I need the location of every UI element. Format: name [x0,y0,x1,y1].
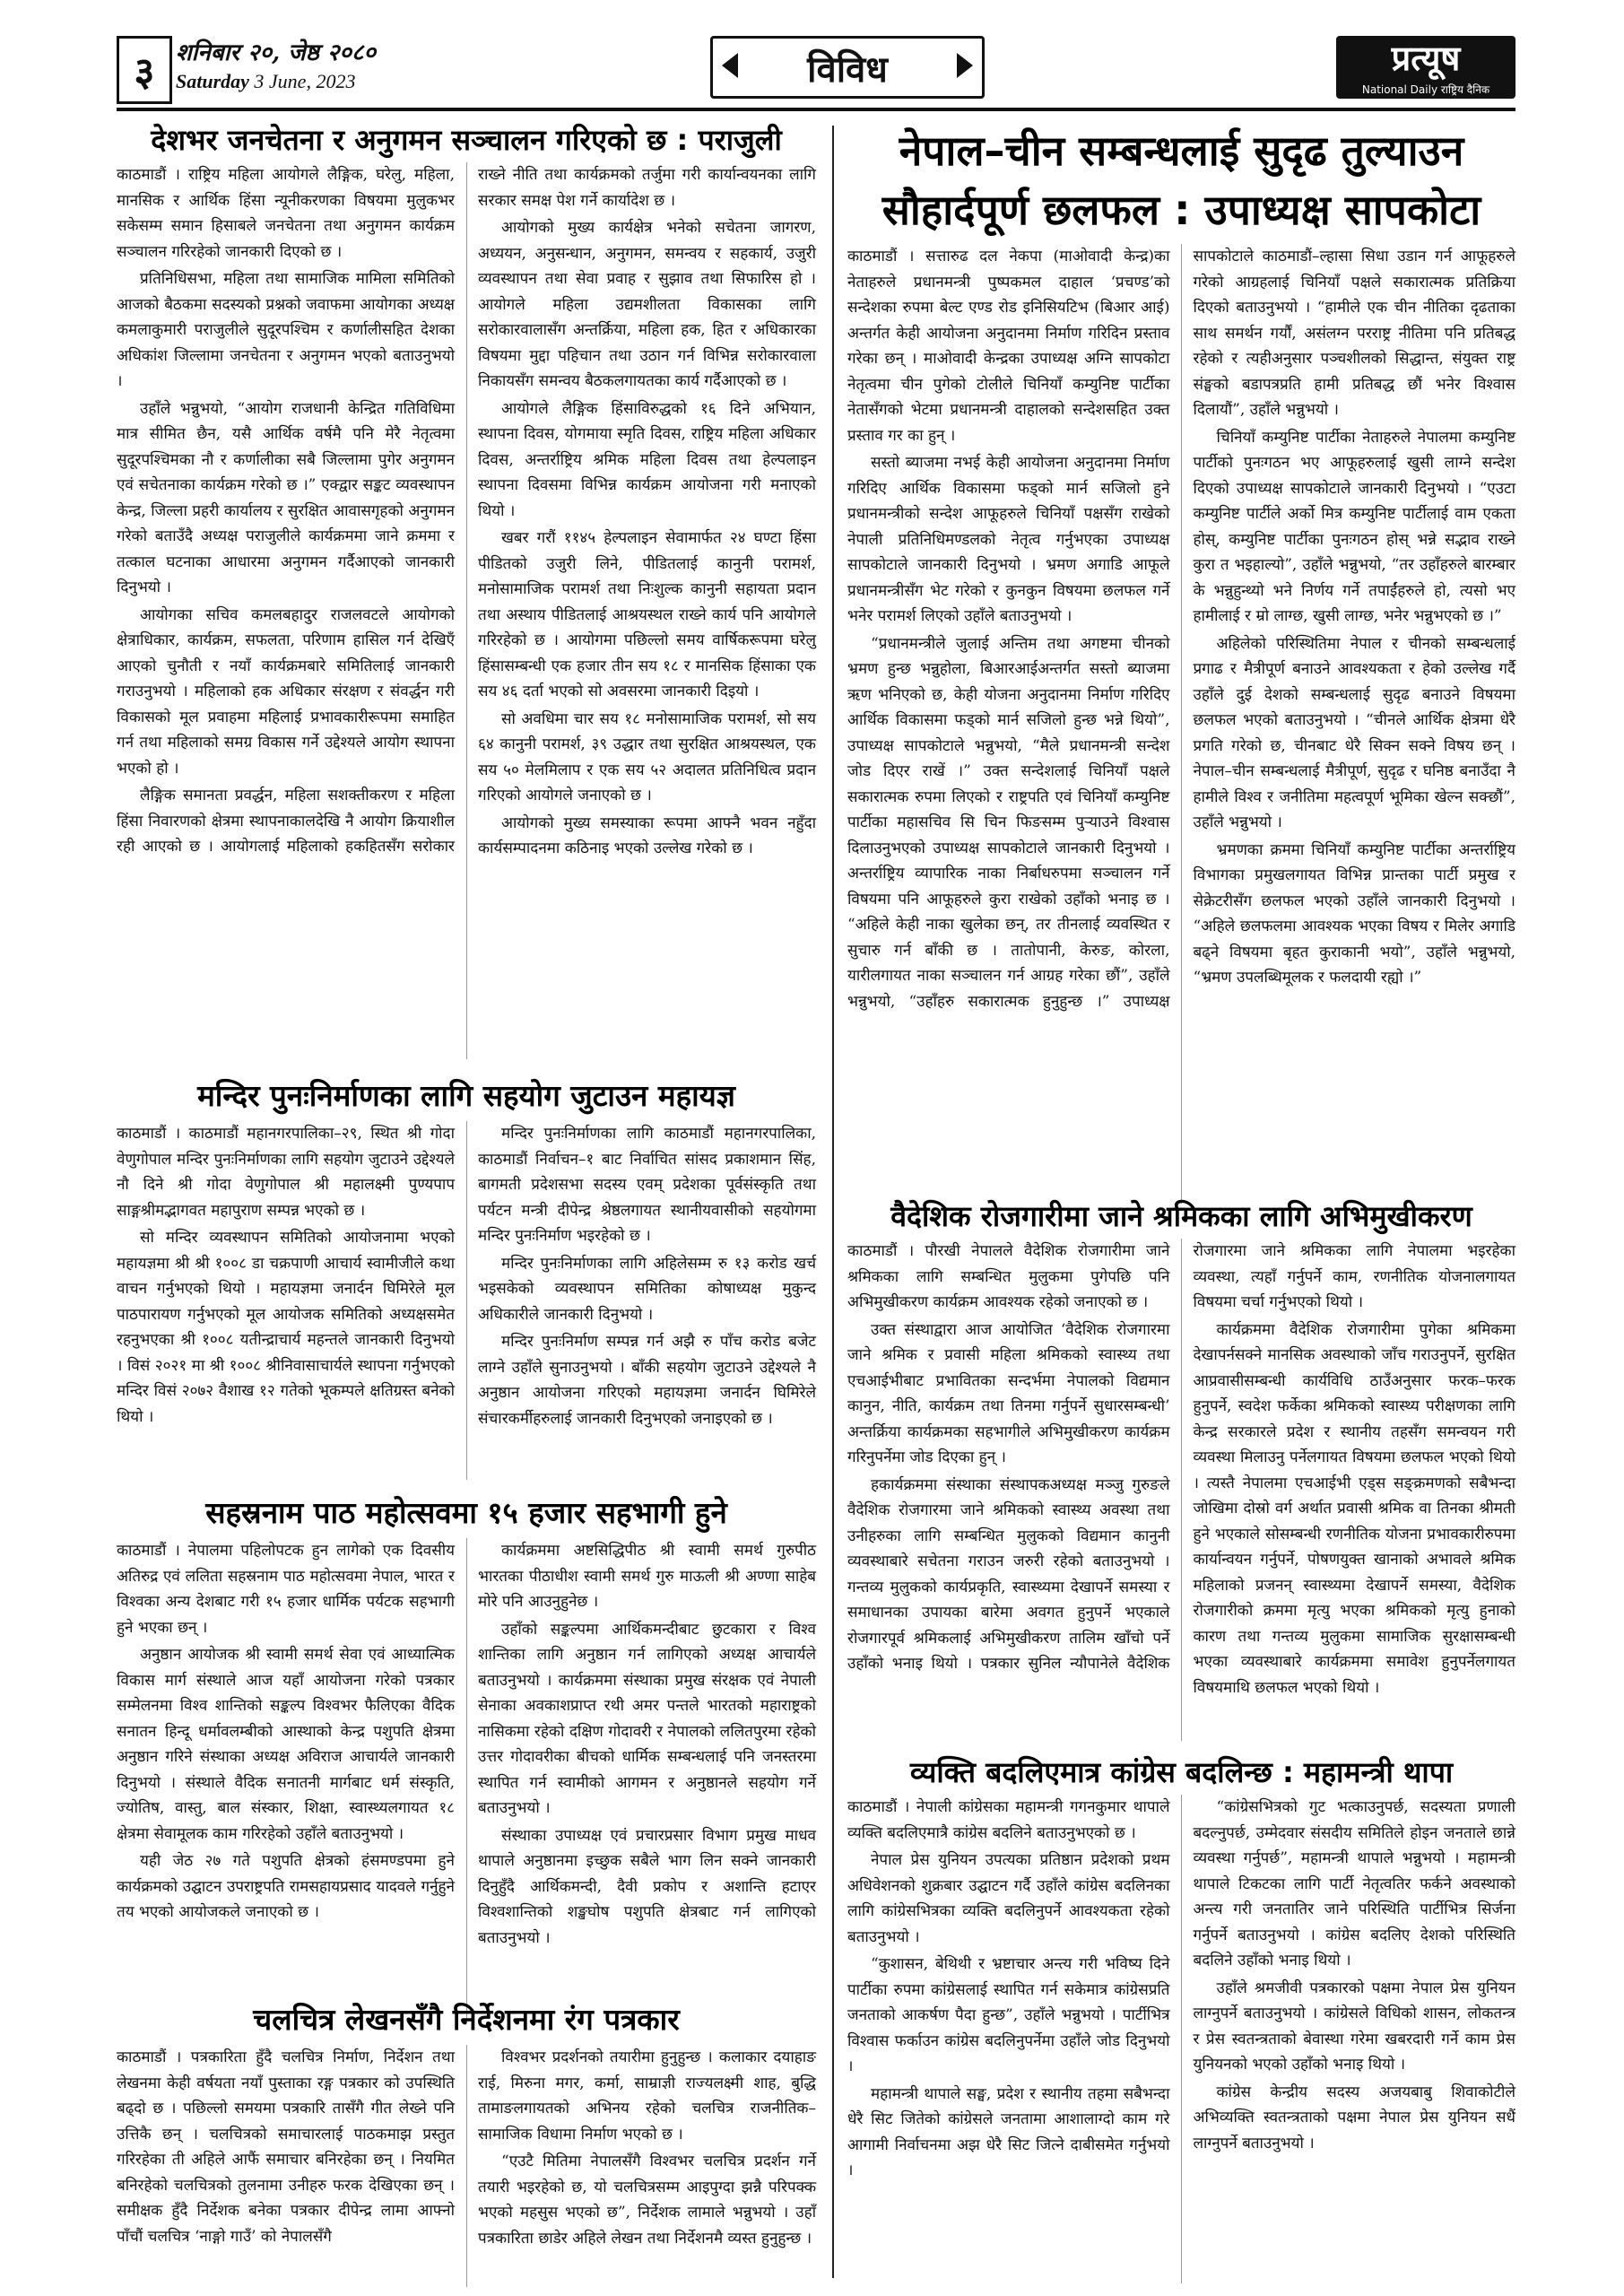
paragraph: आयोगको मुख्य समस्याका रूपमा आफ्नै भवन नहुँदा कार्यसम्पादनमा कठिनाइ भएको उल्लेख गरेको छ । [478,813,816,857]
paragraph: भ्रमणका क्रममा चिनियाँ कम्युनिष्ट पार्टीका अन्तर्राष्ट्रिय विभागका प्रमुखलगायत विभिन्न प्रान्तका पार्टी प्रमुख र सेक्रेटरीसँग छलफल भएको उहाँले जानकारी दिनुभयो । “अहिले छलफलमा आवश्यक भएका विषय र मिलेर अगाडि बढ्ने विषयमा बृहत कुराकानी भयो”, उहाँले भन्नुभयो, “भ्रमण उपलब्धिमूलक र फलदायी रह्यो ।” [1193,840,1515,987]
date-english-day: Saturday [176,70,249,92]
article-body-chalachitra [117,2045,816,2287]
headline-nepal-china-line2: सौहार्दपूर्ण छलफल : उपाध्यक्ष सापकोटा [881,186,1481,234]
paragraph: उहाँको सङ्कल्पमा आर्थिकमन्दीबाट छुटकारा र विश्व शान्तिका लागि अनुष्ठान गर्न लागिएको अध्यक्ष आचार्यले बताउनुभयो । कार्यक्रममा संस्थाका प्रमुख संरक्षक एवं नेपाली सेनाका अवकाशप्राप्त रथी अमर पन्तले भारतको महाराष्ट्रको नासिकमा रहेको दक्षिण गोदावरी र नेपालको ललितपुरमा रहेको उत्तर गोदावरीका बीचको धार्मिक सम्बन्धलाई पनि जनस्तरमा स्थापित गर्न स्वामीको आगमन र अनुष्ठानले सहयोग गर्ने बताउनुभयो । [478,1620,816,1817]
article-nepal-china [847,124,1515,1204]
article-parajuli [117,121,816,1059]
headline-parajuli: देशभर जनचेतना र अनुगमन सञ्चालन गरिएको छ : पराजुली [151,123,782,157]
paragraph: काठमाडौं । सत्तारुढ दल नेकपा (माओवादी केन्द्र)का नेताहरुले प्रधानमन्त्री पुष्पकमल दाहाल ‘प्रचण्ड’को सन्देशका रुपमा बेल्ट एण्ड रोड इनिसियटिभ (बिआर आई) अन्तर्गत केही आयोजना अनुदानमा निर्माण गरिदिन प्रस्ताव गरेका छन् । माओवादी केन्द्रका उपाध्यक्ष अग्नि सापकोटा नेतृत्वमा चीन पुगेको टोलीले चिनियाँ कम्युनिष्ट पार्टीका नेतासँगको भेटमा प्रधानमन्त्री दाहालको सन्देशसहित उक्त प्रस्ताव गर का हुन् । [847,248,1170,445]
paragraph: “एउटै मितिमा नेपालसँगै विश्वभर चलचित्र प्रदर्शन गर्ने तयारी भइरहेको छ, यो चलचित्रसम्म आइपुग्दा झन्नै परिपक्क भएको महसुस भएको छ”, निर्देशक लामाले भन्नुभयो । उहाँ पत्रकारिता छाडेर अहिले लेखन तथा निर्देशनमै व्यस्त हुनुहुन्छ । [478,2152,816,2248]
headline-sahasranam: सहस्रनाम पाठ महोत्सवमा १५ हजार सहभागी हुने [205,1495,727,1530]
paragraph: मन्दिर पुनःनिर्माणका लागि अहिलेसम्म रु १३ करोड खर्च भइसकेको व्यवस्थापन समितिका कोषाध्यक्ष मुकुन्द अधिकारीले जानकारी दिनुभयो । [478,1254,816,1324]
article-body-parajuli [117,162,816,1059]
paragraph: “कुशासन, बेथिथी र भ्रष्टाचार अन्त्य गरी भविष्य दिने पार्टीका रुपमा कांग्रेसलाई स्थापित गर्न सकेमात्र कांग्रेसप्रति जनताको आकर्षण पैदा हुन्छ”, उहाँले भन्नुभयो । पार्टीभित्र विश्वास फर्काउन कांग्रेस बदलिनुपर्नेमा उहाँले जोड दिनुभयो । [847,1955,1170,2075]
paragraph: हकार्यक्रममा संस्थाका संस्थापकअध्यक्ष मञ्जु गुरुङले वैदेशिक रोजगारमा जाने श्रमिकको स्वास्थ्य अवस्था तथा उनीहरुका लागि सम्बन्धित मुलुकको विद्यमान कानुनी व्यवस्थाबारे सचेतना गराउन जरुरी रहेको बताउनुभयो । गन्तव्य मुलुकको कार्यप्रकृति, स्वास्थ्यमा देखापर्ने समस्या र समाधानका उपायका बारेमा अवगत हुनुपर्ने भएकाले रोजगारपूर्व श्रमिकलाई अभिमुखीकरण तालिम खाँचो पर्ने उहाँको भनाइ थियो । पत्रकार सुनिल न्यौपानेले वैदेशिक रोजगारमा जाने श्रमिकका लागि नेपालमा भइरहेका व्यवस्था, त्यहाँ गर्नुपर्ने काम, रणनीतिक योजनालगायत विषयमा चर्चा गर्नुभएको थियो । [847,1242,1515,1673]
logo-tagline: National Daily राष्ट्रिय दैनिक [1361,83,1490,96]
article-body-nepal-china [847,244,1515,1204]
article-body-baideshik [847,1239,1515,1741]
headline-congress: व्यक्ति बदलिएमात्र कांग्रेस बदलिन्छ : महामन्त्री थापा [909,1755,1454,1789]
paragraph: काठमाडौं । काठमाडौं महानगरपालिका–२९, स्थित श्री गोदा वेणुगोपाल मन्दिर पुनःनिर्माणका लागि सहयोग जुटाउने उद्देश्यले नौ दिने श्री गोदा वेणुगोपाल श्री महालक्ष्मी पुण्यपाप साङ्गश्रीमद्भागवत महापुराण सम्पन्न भएको छ । [117,1125,455,1220]
left-arrow-icon [722,53,738,78]
article-congress [847,1753,1515,2283]
paragraph: खबर गरौं ११४५ हेल्पलाइन सेवामार्फत २४ घण्टा हिंसा पीडितको उजुरी लिने, पीडितलाई कानुनी परामर्श, मनोसामाजिक परामर्श तथा निःशुल्क कानुनी सहायता प्रदान तथा अस्थाय पीडितलाई आश्रयस्थल राख्ने कार्य पनि आयोगले गरिरहेको छ । आयोगमा पछिल्लो समय वार्षिकरूपमा घरेलु हिंसासम्बन्धी एक हजार तीन सय १८ र मानसिक हिंसाका एक सय ४६ दर्ता भएको सो अवसरमा जानकारी दिइयो । [478,529,816,700]
paragraph: काठमाडौं । पौरखी नेपालले वैदेशिक रोजगारीमा जाने श्रमिकका लागि सम्बन्धित मुलुकमा पुगेपछि पनि अभिमुखीकरण कार्यक्रम आवश्यक रहेको जनाएको छ । [847,1242,1170,1311]
page-number: ३ [117,36,172,104]
paragraph: आयोगका सचिव कमलबहादुर राजलवटले आयोगको क्षेत्राधिकार, कार्यक्रम, सफलता, परिणाम हासिल गर्न देखिएँ आएको चुनौती र नयाँ कार्यक्रमबारे समितिलाई जानकारी गराउनुभयो । महिलाको हक अधिकार संरक्षण र संवर्द्धन गरी विकासको मूल प्रवाहमा महिलाई प्रभावकारीरूपमा समाहित गर्न तथा महिलाको समग्र विकास गर्ने उद्देश्यले आयोग स्थापना भएको हो । [117,605,455,778]
paragraph: कांग्रेस केन्द्रीय सदस्य अजयबाबु शिवाकोटीले अभिव्यक्ति स्वतन्त्रताको पक्षमा नेपाल प्रेस युनियन सधैं लाग्नुपर्ने बताउनुभयो । [1193,2083,1515,2152]
article-mandir [117,1076,816,1480]
paragraph: सो अवधिमा चार सय १८ मनोसामाजिक परामर्श, सो सय ६४ कानुनी परामर्श, ३९ उद्धार तथा सुरक्षित आश्रयस्थल, एक सय ५० मेलमिलाप र एक सय ५२ अदालत प्रतिनिधित्व प्रदान गरिएको आयोगले जनाएको छ । [478,709,816,804]
paragraph: “कांग्रेसभित्रको गुट भत्काउनुपर्छ, सदस्यता प्रणाली बदल्नुपर्छ, उम्मेदवार संसदीय समितिले होइन जनताले छान्ने व्यवस्था गर्नुपर्छ”, महामन्त्री थापाले भन्नुभयो । महामन्त्री थापाले टिकटका लागि पार्टी नेतृत्वतिर फर्कने अवस्थाको अन्त्य गरी जनतातिर जाने परिस्थिति पार्टीभित्र सिर्जना गर्नुपर्ने बताउनुभयो । कांग्रेस बदलिए देशको परिस्थिति बदलिने उहाँको भनाइ थियो । [1193,1798,1515,1970]
paragraph: विश्वभर प्रदर्शनको तयारीमा हुनुहुन्छ । कलाकार दयाहाङ राई, मिरुना मगर, कर्मा, साम्राज्ञी राज्यलक्ष्मी शाह, बुद्धि तामाङलगायतको अभिनय रहेको चलचित्र राजनीतिक–सामाजिक विधामा निर्माण भएको छ । [478,2048,816,2144]
paragraph: मन्दिर पुनःनिर्माण सम्पन्न गर्न अझै रु पाँच करोड बजेट लाग्ने उहाँले सुनाउनुभयो । बाँकी सहयोग जुटाउने उद्देश्यले नै अनुष्ठान आयोजना गरिएको महायज्ञमा जनार्दन घिमिरेले संचारकर्मीहरुलाई जानकारी दिनुभएको जनाइएको छ । [478,1333,816,1428]
paragraph: चिनियाँ कम्युनिष्ट पार्टीका नेताहरुले नेपालमा कम्युनिष्ट पार्टीको पुनःगठन भए आफूहरुलाई खुसी लाग्ने सन्देश दिएको उपाध्यक्ष सापकोटाले जानकारी दिनुभयो । “एउटा कम्युनिष्ट पार्टीले अर्को मित्र कम्युनिष्ट पार्टीलाई वाम एकता होस्, कम्युनिष्ट पार्टीका पुनःगठन होस् भन्ने सद्भाव राख्ने कुरा त भइहाल्यो”, उहाँले भन्नुभयो, “तर उहाँहरुले बारम्बार के भन्नुहुन्थ्यो भने निर्णय गर्ने तपाईंहरुले हो, त्यसो भए हामीलाई र म्रो लाग्छ, खुसी लाग्छ, भनेर भन्नुभएको छ ।” [1193,428,1515,625]
section-label [710,36,985,99]
article-body-congress [847,1795,1515,2283]
paragraph: अनुष्ठान आयोजक श्री स्वामी समर्थ सेवा एवं आध्यात्मिक विकास मार्ग संस्थाले आज यहाँ आयोजना गरेको पत्रकार सम्मेलनमा विश्व शान्तिको सङ्कल्प विश्वभर फैलिएका वैदिक सनातन हिन्दू धर्मावलम्बीको आस्थाको केन्द्र पशुपति क्षेत्रमा अनुष्ठान गरिने संस्थाका अध्यक्ष अविराज आचार्यले जानकारी दिनुभयो । संस्थाले वैदिक सनातनी मार्गबाट धर्म संस्कृति, ज्योतिष, वास्तु, बाल संस्कार, शिक्षा, स्वास्थ्यलगायत १८ क्षेत्रमा सेवामूलक काम गरिरहेको उहाँले बताउनुभयो । [117,1646,455,1843]
paragraph: नेपाल प्रेस युनियन उपत्यका प्रतिष्ठान प्रदेशको प्रथम अधिवेशनको शुक्रबार उद्घाटन गर्दै उहाँले कांग्रेस बदलिनका लागि कांग्रेसभित्रका व्यक्ति बदलिनुपर्ने आवश्यकता रहेको बताउनुभयो । [847,1851,1170,1946]
section-title: विविध [807,48,888,91]
date-english-rest: 3 June, 2023 [248,70,356,92]
paragraph: कार्यक्रममा वैदेशिक रोजगारीमा पुगेका श्रमिकमा देखापर्नसक्ने मानसिक अवस्थाको जाँच गराउनुपर्ने, सुरक्षित आप्रवासीसम्बन्धी कार्यविधि ठाउँअनुसार फरक–फरक हुनुपर्ने, स्वदेश फर्केका श्रमिकको स्वास्थ्य परीक्षणका लागि केन्द्र सरकारले प्रदेश र स्थानीय तहसँग समन्वयन गरी व्यवस्था मिलाउनु पर्नेलगायत विषयमा छलफल भएको थियो । त्यस्तै नेपालमा एचआईभी एड्स सङ्क्रमणको सबैभन्दा जोखिमा दोस्रो वर्ग अर्थात प्रवासी श्रमिक वा तिनका श्रीमती हुने भएकाले सोसम्बन्धी रणनीतिक योजना प्रभावकारीरुपमा कार्यान्वयन गर्नुपर्ने, पोषणयुक्त खानाको अभावले श्रमिक महिलाको प्रजनन् स्वास्थ्यमा देखापर्ने समस्या, वैदेशिक रोजगारीको क्रममा मृत्यु भएका श्रमिकको मृत्यु हुनाको कारण तथा गन्तव्य मुलुकमा सामाजिक सुरक्षासम्बन्धी भएका व्यवस्थाबारे कार्यक्रममा समावेश हुनुपर्नेलगायत विषयमाथि छलफल भएको थियो । [1193,1320,1515,1697]
paragraph: काठमाडौं । नेपालमा पहिलोपटक हुन लागेको एक दिवसीय अतिरुद्र एवं ललिता सहस्रनाम पाठ महोत्सवमा नेपाल, भारत र विश्वका अन्य देशबाट गरी १५ हजार धार्मिक पर्यटक सहभागी हुने भएका छन् । [117,1542,455,1637]
paragraph: सस्तो ब्याजमा नभई केही आयोजना अनुदानमा निर्माण गरिदिए आर्थिक विकासमा फड्को मार्न सजिलो हुने प्रधानमन्त्रीको सन्देश आफूहरुले चिनियाँ पक्षसँग राखेको नेपाली प्रतिनिधिमण्डलको नेतृत्व गर्नुभएका उपाध्यक्ष सापकोटाले जानकारी दिनुभयो । भ्रमण अगाडि आफूले प्रधानमन्त्रीसँग भेट गरेको र कुनकुन विषयमा छलफल गर्ने भनेर परामर्श लिएको उहाँले बताउनुभयो । [847,454,1170,625]
article-sahasranam [117,1493,816,2018]
date-english [176,68,714,95]
right-arrow-icon [957,53,973,78]
article-baideshik [847,1197,1515,1741]
paragraph: लैङ्गिक समानता प्रवर्द्धन, महिला सशक्तीकरण र महिला हिंसा निवारणको क्षेत्रमा स्थापनाकालदेखि नै आयोग क्रियाशील रही आएको छ । आयोगलाई महिलाको हकहितसँग सरोकार राख्ने नीति तथा कार्यक्रमको तर्जुमा गरी कार्यान्वयनका लागि सरकार समक्ष पेश गर्ने कार्यादेश छ । [117,166,816,856]
paragraph: यही जेठ २७ गते पशुपति क्षेत्रको हंसमण्डपमा हुने कार्यक्रमको उद्घाटन उपराष्ट्रपति रामसहायप्रसाद यादवले गर्नुहुने तय भएको आयोजकले जनाएको छ । [117,1852,455,1921]
headline-chalachitra: चलचित्र लेखनसँगै निर्देशनमा रंग पत्रकार [253,2002,680,2037]
paragraph: सो मन्दिर व्यवस्थापन समितिको आयोजनामा भएको महायज्ञमा श्री श्री १००८ डा चक्रपाणी आचार्य स्वामीजीले कथा वाचन गर्नुभएको थियो । महायज्ञमा जनार्दन घिमिरेले मूल पाठपारायण गर्नुभएको मूल आयोजक समितिको अध्यक्षसमेत रहनुभएका श्री १००८ यतीन्द्राचार्य महन्तले जानकारी दिनुभयो । विसं २०२१ मा श्री १००८ श्रीनिवासाचार्यले स्थापना गर्नुभएको मन्दिर विसं २०७२ वैशाख १२ गतेको भूकम्पले क्षतिग्रस्त बनेको थियो । [117,1229,455,1426]
paragraph: अहिलेको परिस्थितिमा नेपाल र चीनको सम्बन्धलाई प्रगाढ र मैत्रीपूर्ण बनाउने आवश्यकता र हेको उल्लेख गर्दै उहाँले दुई देशको सम्बन्धलाई सुदृढ बनाउने विषयमा छलफल भएको बताउनुभयो । “चीनले आर्थिक क्षेत्रमा धेरै प्रगति गरेको छ, चीनबाट धेरै सिक्न सक्ने विषय छन् । नेपाल–चीन सम्बन्धलाई मैत्रीपूर्ण, सुदृढ र घनिष्ठ बनाउँदा नै हामीले विश्व र जनीतिमा महत्वपूर्ण भूमिका खेल्न सक्छौं”, उहाँले भन्नुभयो । [1193,634,1515,831]
paragraph: उक्त संस्थाद्वारा आज आयोजित ‘वैदेशिक रोजगारमा जाने श्रमिक र प्रवासी महिला श्रमिकको स्वास्थ्य तथा एचआईभीबाट प्रभावितका सन्दर्भमा नेपालको विद्यमान कानुन, नीति, कार्यक्रम तथा तिनमा गर्नुपर्ने सुधारसम्बन्धी’ अन्तर्क्रिया कार्यक्रमका सहभागीले अभिमुखीकरण कार्यक्रम गरिनुपर्नेमा जोड दिएका हुन् । [847,1320,1170,1466]
paragraph: कार्यक्रममा अष्टसिद्धिपीठ श्री स्वामी समर्थ गुरुपीठ भारतका पीठाधीश स्वामी समर्थ गुरु माऊली श्री अण्णा साहेब मोरे पनि आउनुहुनेछ । [478,1542,816,1611]
article-body-mandir [117,1121,816,1480]
date-box [176,38,714,95]
paragraph: संस्थाका उपाध्यक्ष एवं प्रचारप्रसार विभाग प्रमुख माधव थापाले अनुष्ठानमा इच्छुक सबैले भाग लिन सक्ने जानकारी दिनुहुँदै आर्थिकमन्दी, दैवी प्रकोप र अशान्ति हटाएर विश्वशान्तिको शङ्खघोष पशुपति क्षेत्रबाट गर्न लागिएको बताउनुभयो । [478,1826,816,1947]
headline-baideshik: वैदेशिक रोजगारीमा जाने श्रमिकका लागि अभिमुखीकरण [890,1199,1472,1233]
column-divider [832,126,834,2278]
article-body-sahasranam [117,1538,816,2018]
paragraph: उहाँले भन्नुभयो, “आयोग राजधानी केन्द्रित गतिविधिमा मात्र सीमित छैन, यसै आर्थिक वर्षमै पनि मेरै नेतृत्वमा सुदूरपश्चिमका नौ र कर्णालीका सबै जिल्लामा पुगेर अनुगमन एवं सचेतनाका कार्यक्रम गरेको छ ।” एक्द्वार सङ्कट व्यवस्थापन केन्द्र, जिल्ला प्रहरी कार्यालय र सुरक्षित आवासगृहको अनुगमन गरेको बताउँदै अध्यक्ष पराजुलीले कार्यक्रममा जाने क्रममा र तत्काल घटनाका आधारमा अनुगमन गर्दैआएको जानकारी दिनुभयो । [117,399,455,596]
paragraph: काठमाडौं । पत्रकारिता हुँदै चलचित्र निर्माण, निर्देशन तथा लेखनमा केही वर्षयता नयाँ पुस्ताका रङ्ग पत्रकार को उपस्थिति बढ्दो छ । पछिल्लो समयमा पत्रकारि तासँगै गीत लेख्ने पनि उत्तिकै छन् । चलचित्रको समाचारलाई पाठकमाझ प्रस्तुत गरिरहेका ती अहिले आफैं समाचार बनिरहेका छन् । नियमित बनिरहेको चलचित्रको तुलनामा उनीहरु फरक देखिएका छन् । समीक्षक हुँदै निर्देशक बनेका पत्रकार दीपेन्द्र लामा आफ्नो पाँचौं चलचित्र ‘नाङ्गो गाउँ’ को नेपालसँगै [117,2048,455,2246]
newspaper-logo [1336,36,1515,99]
paragraph: मन्दिर पुनःनिर्माणका लागि काठमाडौं महानगरपालिका, काठमाडौं निर्वाचन–१ बाट निर्वाचित सांसद प्रकाशमान सिंह, बागमती प्रदेशसभा सदस्य एवम् प्रदेशका पूर्वसंस्कृति तथा पर्यटन मन्त्री दीपेन्द्र श्रेष्ठलगायत स्थानीयवासीको सहयोगमा मन्दिर पुनःनिर्माण भइरहेको छ । [478,1125,816,1245]
paragraph: प्रतिनिधिसभा, महिला तथा सामाजिक मामिला समितिको आजको बैठकमा सदस्यको प्रश्नको जवाफमा आयोगका अध्यक्ष कमलाकुमारी पराजुलीले सुदूरपश्चिम र कर्णालीसहित देशका अधिकांश जिल्लामा जनचेतना र अनुगमन भएको बताउनुभयो । [117,270,455,390]
date-nepali: शनिबार २०, जेष्ठ २०८० [176,39,376,66]
headline-mandir: मन्दिर पुनःनिर्माणका लागि सहयोग जुटाउन महायज्ञ [197,1078,735,1113]
paragraph: महामन्त्री थापाले सङ्घ, प्रदेश र स्थानीय तहमा सबैभन्दा धेरै सिट जितेको कांग्रेसले जनतामा आशालाग्दो काम गरे आगामी निर्वाचनमा अझ धेरै सिट जित्ने दाबीसमेत गर्नुभयो । [847,2084,1170,2179]
masthead [117,36,1515,100]
paragraph: काठमाडौं । नेपाली कांग्रेसका महामन्त्री गगनकुमार थापाले व्यक्ति बदलिएमात्रै कांग्रेस बदलिने बताउनुभएको छ । [847,1798,1170,1842]
paragraph: आयोगको मुख्य कार्यक्षेत्र भनेको सचेतना जागरण, अध्ययन, अनुसन्धान, अनुगमन, समन्वय र सहकार्य, उजुरी व्यवस्थापन तथा सेवा प्रवाह र सुझाव तथा सिफारिस हो । आयोगले महिला उद्यमशीलता विकासका लागि सरोकारवालासँग अन्तर्क्रिया, महिला हक, हित र अधिकारका विषयमा मुद्दा पहिचान तथा उठान गर्न विभिन्न सरोकारवाला निकायसँग समन्वय बैठकलगायतका कार्य गर्दैआएको छ । [478,219,816,390]
article-chalachitra [117,2000,816,2287]
logo-name: प्रत्यूष [1391,38,1461,78]
top-rule [117,108,1515,111]
paragraph: उहाँले श्रमजीवी पत्रकारको पक्षमा नेपाल प्रेस युनियन लाग्नुपर्ने बताउनुभयो । कांग्रेसले विधिको शासन, लोकतन्त्र र प्रेस स्वतन्त्रताको बेवास्था गरेमा खबरदारी गर्ने काम प्रेस युनियनको भएको उहाँको भनाइ थियो । [1193,1979,1515,2074]
paragraph: आयोगले लैङ्गिक हिंसाविरुद्धको १६ दिने अभियान, स्थापना दिवस, योगमाया स्मृति दिवस, राष्ट्रिय महिला अधिकार दिवस, अन्तर्राष्ट्रिय श्रमिक महिला दिवस तथा हेल्पलाइन स्थापना दिवसमा विभिन्न कार्यक्रम आयोजना गरी मनाएको थियो । [478,399,816,520]
headline-nepal-china-line1: नेपाल–चीन सम्बन्धलाई सुदृढ तुल्याउन [899,126,1464,175]
paragraph: “प्रधानमन्त्रीले जुलाई अन्तिम तथा अगष्टमा चीनको भ्रमण हुन्छ भन्नुहोला, बिआरआईअन्तर्गत सस्तो ब्याजमा ऋण भनिएको छ, केही योजना अनुदानमा निर्माण गरिदिए आर्थिक विकासमा फड्को मार्न सजिलो हुन्छ भन्ने थियो”, उपाध्यक्ष सापकोटाले भन्नुभयो, “मैले प्रधानमन्त्री सन्देश जोड दिएर राखें ।” उक्त सन्देशलाई चिनियाँ पक्षले सकारात्मक रुपमा लिएको र राष्ट्रपति एवं चिनियाँ कम्युनिष्ट पार्टीका महासचिव सि चिन फिङसम्म पुर्‍याउने विश्वास दिलाउनुभएको उपाध्यक्ष सापकोटाले जानकारी दिनुभयो । अन्तर्राष्ट्रिय व्यापारिक नाका निर्बाधरुपमा सञ्चालन गर्ने विषयमा पनि आफूहरुले कुरा राखेको उहाँको भनाइ छ । “अहिले केही नाका खुलेका छन्, तर तीनलाई व्यवस्थित र सुचारु गर्न बाँकी छ । तातोपानी, केरुङ, कोरला, यारीलगायत नाका सञ्चालन गर्न आग्रह गरेका छौं”, उहाँले भन्नुभयो, “उहाँहरु सकारात्मक हुनुहुन्छ ।” उपाध्यक्ष सापकोटाले काठमाडौं–ल्हासा सिधा उडान गर्न आफूहरुले गरेको आग्रहलाई चिनियाँ पक्षले सकारात्मक प्रतिक्रिया दिएको बताउनुभयो । “हामीले एक चीन नीतिका दृढताका साथ समर्थन गर्यौं, असंलग्न परराष्ट्र नीतिमा पनि प्रतिबद्ध रहेको र त्यहीअनुसार पञ्चशीलको सिद्धान्त, संयुक्त राष्ट्र संङ्घको बडापत्रप्रति हामी प्रतिबद्ध छौं भनेर विश्वास दिलायौं”, उहाँले भन्नुभयो । [847,248,1515,1011]
paragraph: काठमाडौं । राष्ट्रिय महिला आयोगले लैङ्गिक, घरेलु, महिला, मानसिक र आर्थिक हिंसा न्यूनीकरणका विषयमा मुलुकभर सकेसम्म समान हिसाबले जनचेतना तथा अनुगमन कार्यक्रम सञ्चालन गरिरहेको जानकारी दिएको छ । [117,166,455,261]
